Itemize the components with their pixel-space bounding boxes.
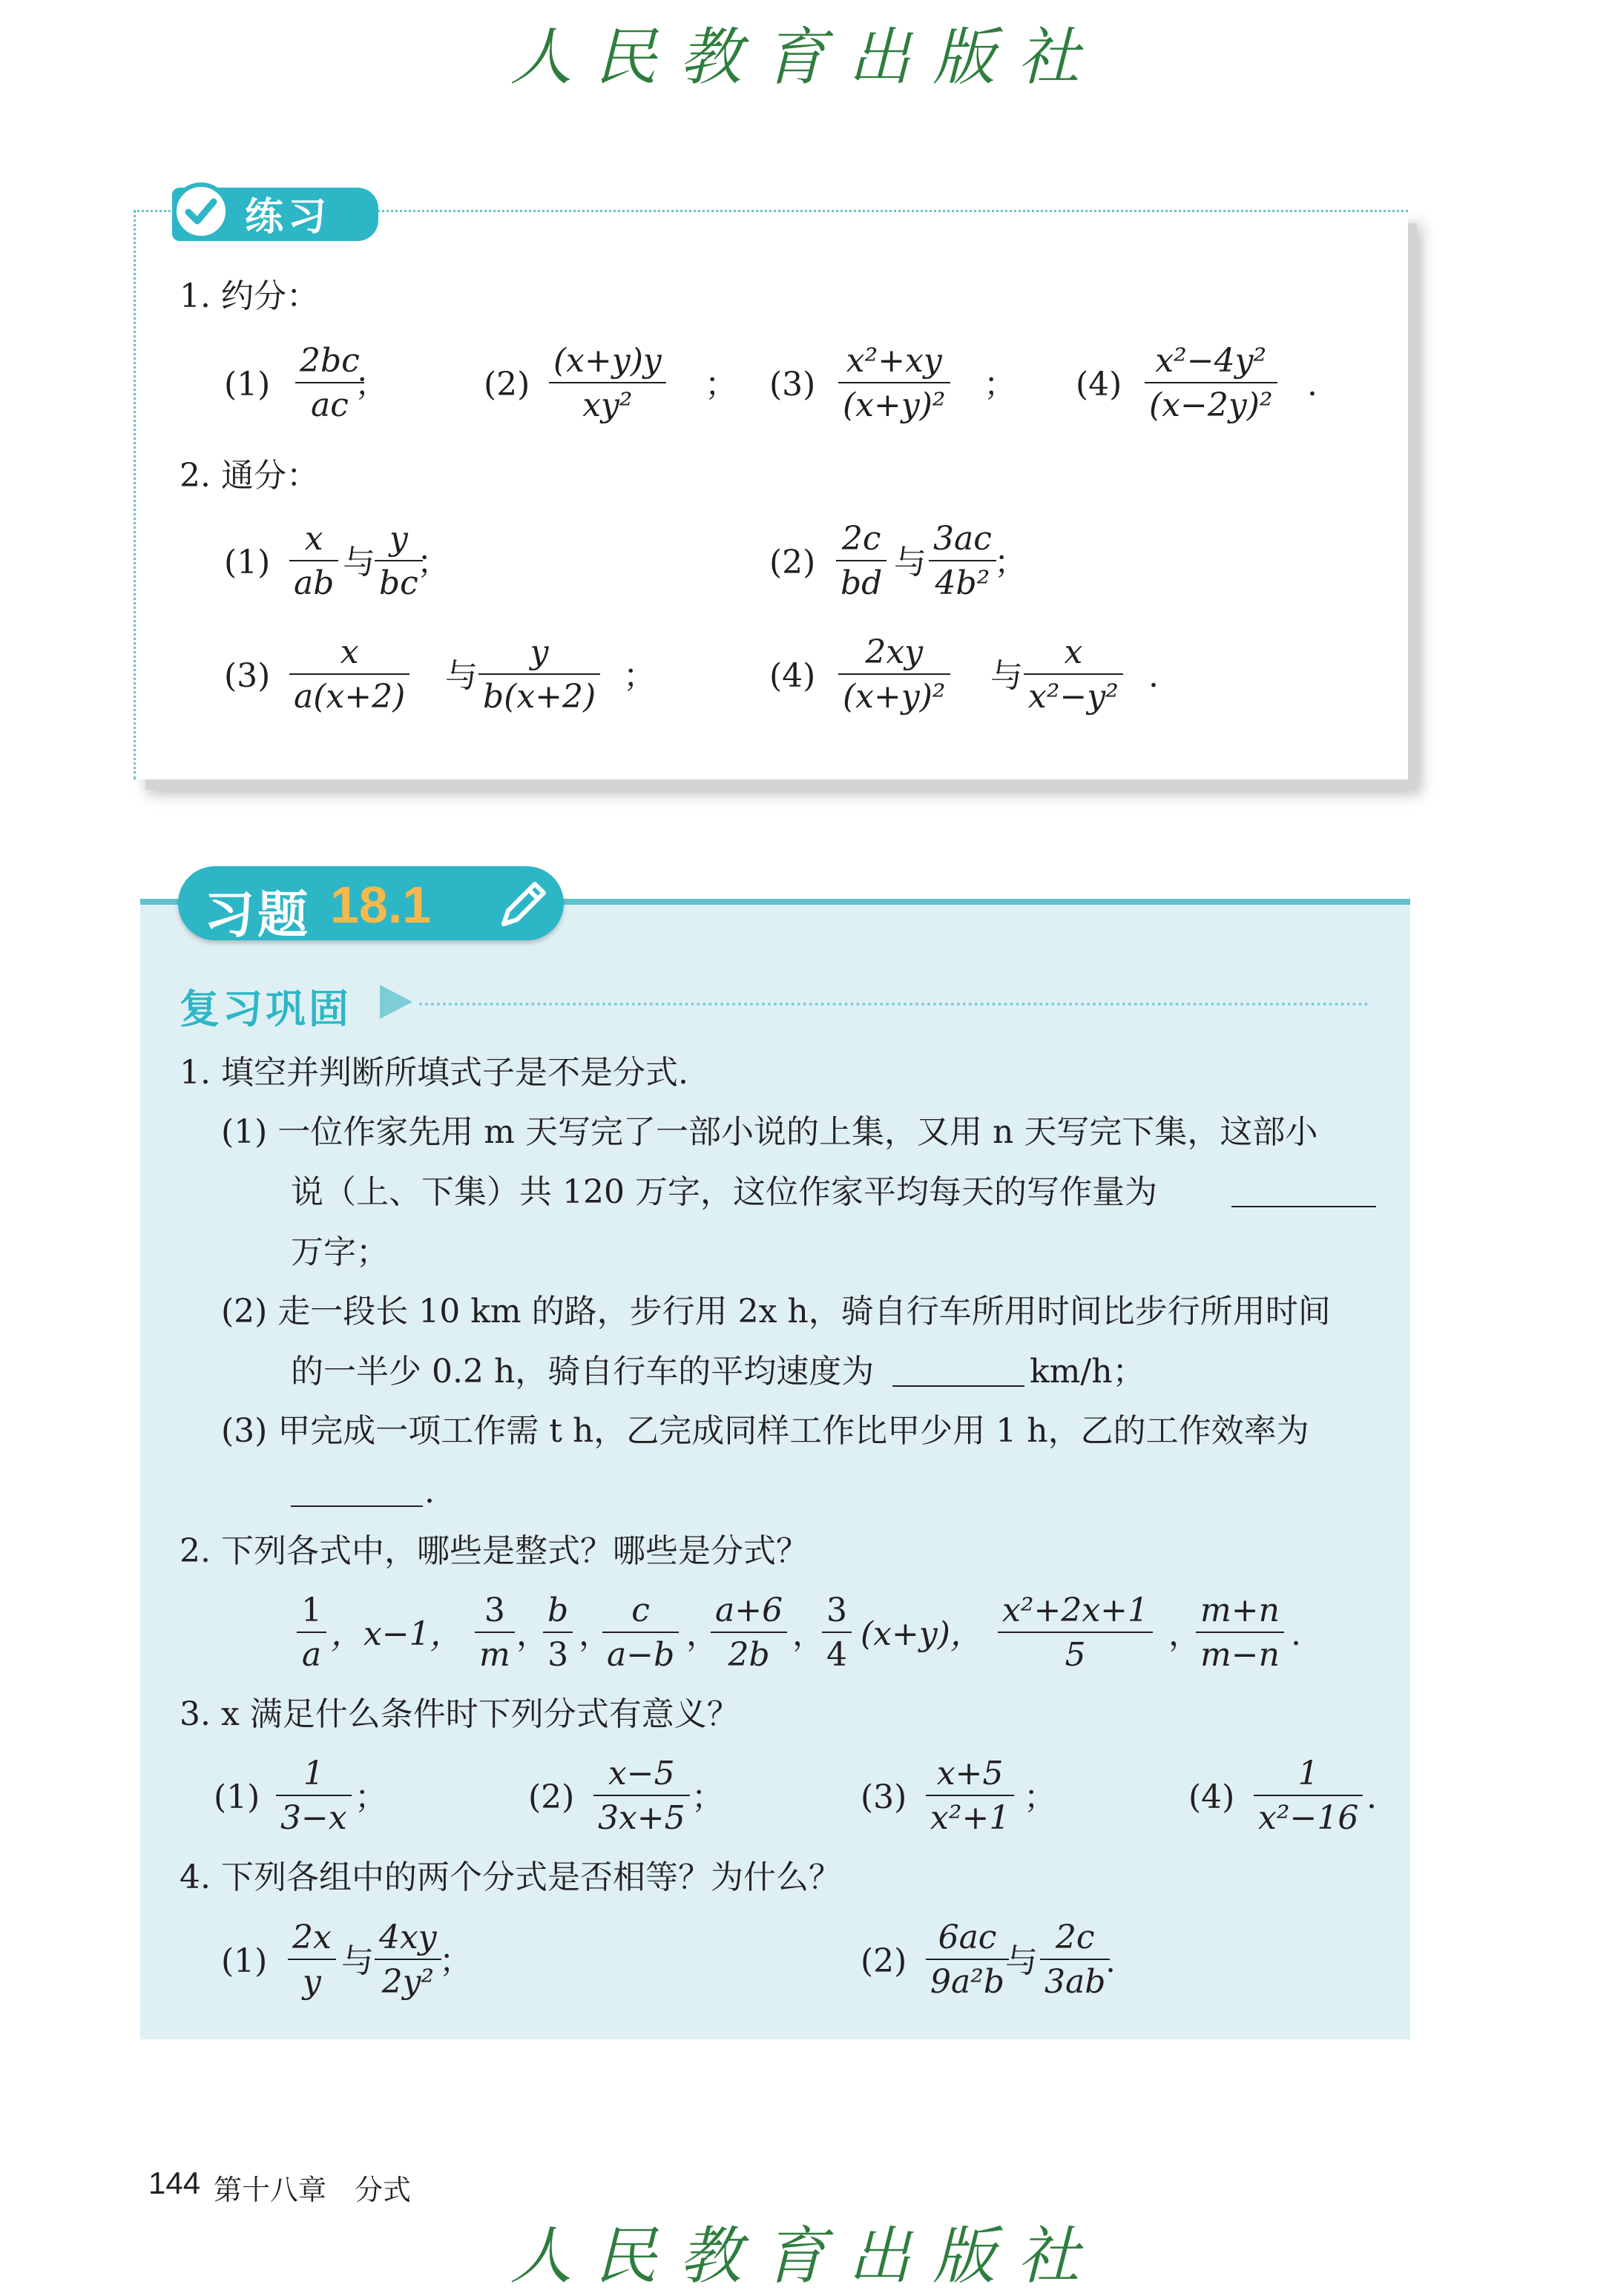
arrow-right-icon	[378, 983, 414, 1020]
exercise-q3-item-1-fraction	[276, 1755, 352, 1837]
denominator: (x−2y)²	[1149, 386, 1273, 424]
exercise-q2-label: 2. 下列各式中，哪些是整式？哪些是分式？	[180, 1532, 809, 1570]
exercise-number: 18.1	[330, 876, 432, 934]
practice-q1-item-1-end: ；	[355, 366, 387, 403]
denominator: x²+1	[930, 1799, 1010, 1837]
numerator: 2c	[836, 523, 886, 561]
exercise-q4-item-1-end: ；	[439, 1942, 472, 1980]
practice-q1-item-1-number: (1)	[224, 366, 271, 403]
exercise-q4-item-2-end: .	[1105, 1942, 1116, 1980]
practice-q1-item-4-fraction	[1145, 342, 1277, 424]
exercise-q1-p1-line2: 说（上、下集）共 120 万字，这位作家平均每天的写作量为	[291, 1173, 1157, 1211]
numerator: 1	[1254, 1758, 1363, 1796]
practice-q2-item-3-fraction-a	[289, 633, 409, 716]
denominator: 5	[1065, 1636, 1086, 1674]
practice-q1-item-2-fraction	[549, 342, 666, 424]
exercise-q3-item-3-number: (3)	[861, 1778, 907, 1816]
numerator: 3ac	[929, 523, 996, 561]
numerator: c	[602, 1594, 679, 1633]
exercise-q2-expr-7-coefficient	[822, 1591, 852, 1674]
denominator: 3−x	[280, 1799, 347, 1837]
denominator: 3ab	[1044, 1963, 1106, 2001]
exercise-q4-item-1-number: (1)	[221, 1942, 268, 1980]
denominator: x²−16	[1258, 1799, 1359, 1837]
exercise-q3-item-3-fraction	[926, 1755, 1014, 1837]
publisher-footer-logo: 人民教育出版社	[510, 2220, 1102, 2292]
practice-q2-item-4-number: (4)	[769, 657, 816, 695]
numerator: a+6	[711, 1594, 787, 1633]
exercise-q3-item-4-number: (4)	[1188, 1778, 1235, 1816]
numerator: x	[289, 523, 338, 561]
comma: ，	[792, 1615, 825, 1653]
practice-q2-item-2-fraction-a	[836, 520, 886, 602]
numerator: x	[1024, 636, 1123, 675]
numerator: x²−4y²	[1145, 345, 1277, 383]
numerator: y	[375, 523, 423, 561]
exercise-q4-item-1-fraction-a	[288, 1921, 336, 1999]
practice-q2-item-4-fraction-b	[1024, 633, 1123, 716]
comma: ，	[1168, 1615, 1201, 1653]
exercise-q4-item-2-fraction-b	[1040, 1921, 1110, 1999]
page-number: 144	[148, 2165, 201, 2200]
denominator: 4b²	[935, 564, 990, 602]
exercise-q4-item-1-joiner: 与	[341, 1942, 374, 1980]
exercise-q2-expr-1	[297, 1591, 326, 1674]
numerator: b	[543, 1594, 573, 1633]
practice-q2-item-3-joiner: 与	[445, 657, 478, 695]
numerator: 3	[475, 1594, 515, 1633]
exercise-q2-expr-7: (x+y)，	[861, 1615, 983, 1653]
practice-q2-label: 2. 通分：	[180, 457, 319, 495]
numerator: 2c	[1040, 1921, 1110, 1960]
denominator: xy²	[582, 386, 633, 424]
numerator: x	[289, 636, 409, 675]
denominator: bc	[379, 564, 418, 602]
chapter-title: 第十八章 分式	[214, 2174, 412, 2206]
denominator: 4	[826, 1636, 847, 1674]
exercise-q4-item-1-fraction-b	[375, 1921, 441, 1999]
practice-q2-item-1-fraction-a	[289, 520, 338, 602]
exercise-q1-p2-line1: (2) 走一段长 10 km 的路，步行用 2x h，骑自行车所用时间比步行所用时间	[221, 1293, 1331, 1330]
exercise-q4-label: 4. 下列各组中的两个分式是否相等？为什么？	[180, 1858, 841, 1896]
denominator: bd	[840, 564, 883, 602]
practice-q2-item-4-end: .	[1148, 657, 1159, 695]
numerator: x+5	[926, 1758, 1014, 1796]
denominator: 9a²b	[930, 1963, 1005, 2001]
period: .	[1291, 1615, 1301, 1653]
numerator: x²+2x+1	[998, 1594, 1153, 1633]
practice-q2-item-3-number: (3)	[224, 657, 271, 695]
denominator: ab	[294, 564, 335, 602]
denominator: (x+y)²	[843, 386, 946, 424]
denominator: a(x+2)	[294, 678, 406, 716]
practice-q2-item-1-number: (1)	[224, 544, 271, 581]
denominator: (x+y)²	[843, 678, 946, 716]
numerator: 2xy	[838, 636, 950, 675]
practice-q1-item-1-fraction	[295, 342, 364, 424]
exercise-q2-expr-5	[602, 1591, 679, 1674]
numerator: x−5	[593, 1758, 690, 1796]
denominator: x²−y²	[1028, 678, 1119, 716]
practice-q2-item-1-joiner: 与	[343, 544, 375, 581]
practice-q1-item-2-end: ；	[705, 366, 737, 403]
denominator: a−b	[607, 1636, 675, 1674]
practice-q1-item-3-fraction	[838, 342, 950, 424]
practice-title: 练习	[245, 195, 332, 240]
denominator: 2b	[728, 1636, 770, 1674]
numerator: 1	[276, 1758, 352, 1796]
denominator: m	[479, 1636, 510, 1674]
comma: ，	[516, 1615, 549, 1653]
exercise-q3-item-1-number: (1)	[214, 1778, 260, 1816]
practice-q2-item-1-end: ；	[417, 544, 450, 581]
practice-q2-item-4-joiner: 与	[990, 657, 1023, 695]
denominator: y	[302, 1963, 321, 2001]
exercise-q2-expr-9	[1196, 1591, 1284, 1674]
exercise-q1-p2-line2b: km/h；	[1030, 1353, 1145, 1391]
exercise-q2-expr-4	[543, 1591, 573, 1674]
exercise-title: 习题	[204, 886, 312, 945]
practice-q2-item-1-fraction-b	[375, 520, 423, 602]
numerator: x²+xy	[838, 345, 950, 383]
section-dotted-line	[419, 1003, 1369, 1006]
exercise-q1-p3-blank[interactable]	[291, 1505, 423, 1507]
numerator: (x+y)y	[549, 345, 666, 383]
practice-q1-item-4-end: .	[1307, 366, 1317, 403]
practice-q1-item-4-number: (4)	[1076, 366, 1122, 403]
numerator: y	[478, 636, 600, 675]
numerator: m+n	[1196, 1594, 1284, 1633]
practice-q1-label: 1. 约分：	[180, 277, 319, 315]
numerator: 3	[822, 1594, 852, 1633]
exercise-q2-expr-2: ，x−1，	[331, 1615, 463, 1653]
practice-q2-item-2-fraction-b	[929, 520, 996, 602]
exercise-q3-item-2-end: ；	[691, 1778, 724, 1816]
exercise-q1-p3-end: .	[424, 1473, 435, 1511]
exercise-q4-item-2-joiner: 与	[1005, 1942, 1038, 1980]
denominator: a	[301, 1636, 322, 1674]
exercise-q2-expr-3	[475, 1591, 515, 1674]
exercise-q3-item-2-number: (2)	[528, 1778, 575, 1816]
practice-q2-item-4-fraction-a	[838, 633, 950, 716]
denominator: ac	[310, 386, 349, 424]
exercise-q3-label: 3. x 满足什么条件时下列分式有意义？	[180, 1695, 740, 1733]
numerator: 4xy	[375, 1921, 441, 1960]
practice-q1-item-2-number: (2)	[484, 366, 530, 403]
denominator: 2y²	[381, 1963, 435, 2001]
practice-q2-item-3-end: ；	[623, 657, 656, 695]
practice-q2-item-2-joiner: 与	[894, 544, 927, 581]
exercise-q1-label: 1. 填空并判断所填式子是不是分式.	[180, 1054, 688, 1092]
numerator: 2bc	[295, 345, 364, 383]
exercise-q1-p1-blank[interactable]	[1231, 1206, 1376, 1207]
practice-q1-item-3-end: ；	[984, 366, 1016, 403]
denominator: m−n	[1200, 1636, 1280, 1674]
exercise-q1-p2-blank[interactable]	[892, 1385, 1024, 1387]
exercise-q2-expr-6	[711, 1591, 787, 1674]
practice-q1-item-3-number: (3)	[769, 366, 816, 403]
exercise-q4-item-2-number: (2)	[861, 1942, 907, 1980]
pencil-icon	[493, 875, 553, 934]
exercise-q3-item-4-fraction	[1254, 1755, 1363, 1837]
denominator: 3	[547, 1636, 569, 1674]
exercise-q4-item-2-fraction-a	[926, 1921, 1009, 1999]
practice-q2-item-3-fraction-b	[478, 633, 600, 716]
denominator: b(x+2)	[483, 678, 596, 716]
practice-q2-item-2-number: (2)	[769, 544, 816, 581]
exercise-q3-item-2-fraction	[593, 1755, 690, 1837]
numerator: 6ac	[926, 1921, 1009, 1960]
numerator: 1	[297, 1594, 326, 1633]
publisher-header-logo: 人民教育出版社	[510, 21, 1102, 93]
exercise-q1-p1-line3: 万字；	[291, 1233, 389, 1271]
practice-check-icon	[172, 182, 230, 240]
comma: ，	[579, 1615, 611, 1653]
comma: ，	[686, 1615, 719, 1653]
exercise-q3-item-1-end: ；	[355, 1778, 387, 1816]
exercise-q3-item-3-end: ；	[1024, 1778, 1056, 1816]
section-title: 复习巩固	[180, 986, 352, 1032]
exercise-q1-p1-line1: (1) 一位作家先用 m 天写完了一部小说的上集，又用 n 天写完下集，这部小	[221, 1113, 1318, 1151]
denominator: 3x+5	[598, 1799, 685, 1837]
exercise-q1-p2-line2a: 的一半少 0.2 h，骑自行车的平均速度为	[291, 1353, 875, 1391]
exercise-q1-p3-line1: (3) 甲完成一项工作需 t h，乙完成同样工作比甲少用 1 h，乙的工作效率为	[221, 1412, 1309, 1450]
exercise-q2-expr-8	[998, 1591, 1153, 1674]
exercise-q3-item-4-end: .	[1366, 1778, 1377, 1816]
practice-q2-item-2-end: ；	[994, 544, 1027, 581]
numerator: 2x	[288, 1921, 336, 1960]
